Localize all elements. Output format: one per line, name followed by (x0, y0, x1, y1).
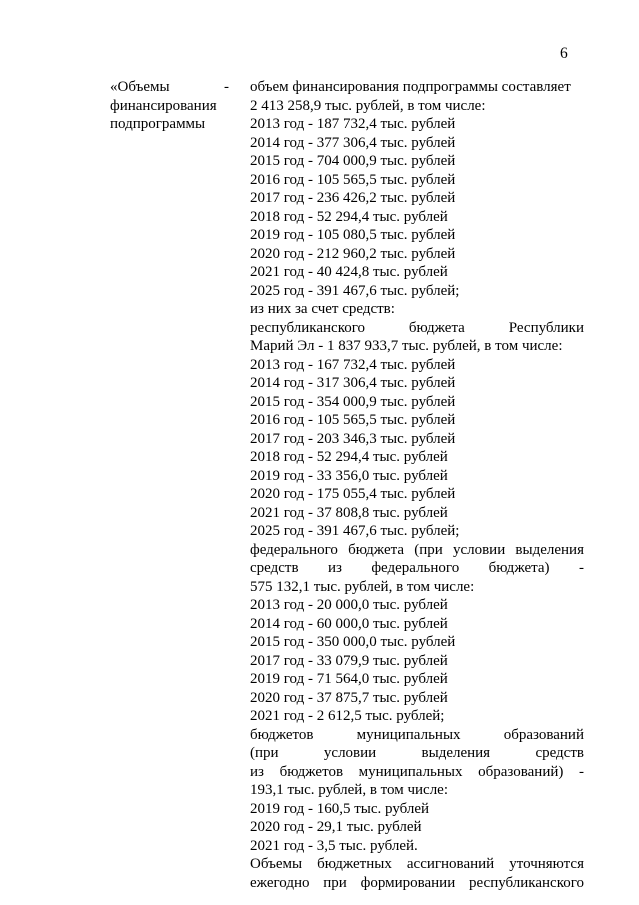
text-line: 2020 год - 212 960,2 тыс. рублей (250, 245, 456, 262)
text-word: бюджетных (317, 856, 392, 872)
text-line (250, 763, 584, 782)
text-line: 2019 год - 71 564,0 тыс. рублей (250, 671, 448, 687)
text-line (250, 726, 584, 745)
text-line: 2014 год - 60 000,0 тыс. рублей (250, 615, 448, 632)
text-word: из (250, 763, 264, 780)
text-line: из них за счет средств: (250, 301, 395, 317)
text-line: 2013 год - 20 000,0 тыс. рублей (250, 597, 448, 613)
text-line (250, 855, 584, 874)
text-line: 2025 год - 391 467,6 тыс. рублей; (250, 282, 460, 299)
text-word: из (327, 560, 342, 576)
text-word: муниципальных (358, 763, 463, 780)
text-line: 2013 год - 187 732,4 тыс. рублей (250, 116, 456, 132)
text-word: средств (535, 745, 584, 761)
section-label (110, 78, 250, 134)
text-line: 2014 год - 377 306,4 тыс. рублей (250, 134, 456, 151)
section-label-line: финансирования (110, 97, 217, 114)
text-word: образований (503, 726, 584, 743)
text-word: Республики (508, 319, 584, 336)
text-word: республиканского (469, 874, 584, 891)
text-line: 2019 год - 33 356,0 тыс. рублей (250, 467, 448, 484)
text-word: формировании (360, 874, 456, 891)
text-line: 2017 год - 33 079,9 тыс. рублей (250, 652, 448, 669)
text-line: 2015 год - 704 000,9 тыс. рублей (250, 153, 456, 169)
text-word: - (578, 763, 584, 780)
text-line: 193,1 тыс. рублей, в том числе: (250, 782, 449, 798)
text-word: федерального (250, 541, 338, 558)
text-line: 2017 год - 236 426,2 тыс. рублей (250, 190, 456, 206)
text-line: 2015 год - 350 000,0 тыс. рублей (250, 634, 456, 650)
text-line: 2021 год - 2 612,5 тыс. рублей; (250, 708, 445, 724)
text-word: ежегодно (250, 874, 310, 891)
text-line: 2021 год - 3,5 тыс. рублей. (250, 837, 418, 854)
text-word: ассигнований (406, 856, 495, 872)
text-word: при (323, 874, 347, 891)
text-line (250, 744, 584, 763)
text-word: выделения (421, 745, 491, 761)
text-line: 2021 год - 40 424,8 тыс. рублей (250, 264, 448, 280)
text-line: Марий Эл - 1 837 933,7 тыс. рублей, в том числе: (250, 338, 563, 354)
text-word: образований) (478, 763, 564, 780)
section-label-line: «Объемы (110, 79, 170, 95)
text-word: (при (414, 541, 443, 558)
text-line: 2017 год - 203 346,3 тыс. рублей (250, 430, 456, 447)
text-line: 2019 год - 160,5 тыс. рублей (250, 800, 430, 817)
text-word: бюджетов (279, 763, 344, 780)
text-word: - (578, 560, 584, 576)
text-line: 2016 год - 105 565,5 тыс. рублей (250, 171, 456, 188)
text-line: 2020 год - 29,1 тыс. рублей (250, 819, 422, 835)
label-dash: - (224, 79, 229, 95)
text-line: 2021 год - 37 808,8 тыс. рублей (250, 504, 448, 521)
text-word: республиканского (250, 319, 365, 336)
text-word: условии (323, 745, 377, 761)
text-word: (при (250, 745, 279, 761)
text-word: муниципальных (356, 726, 461, 743)
text-word: бюджетов (250, 726, 314, 743)
text-word: выделения (515, 541, 584, 558)
text-line: 2025 год - 391 467,6 тыс. рублей; (250, 523, 460, 539)
page-number: 6 (560, 45, 568, 62)
funding-description (250, 78, 584, 892)
text-line: 2016 год - 105 565,5 тыс. рублей (250, 412, 456, 428)
text-line: 2014 год - 317 306,4 тыс. рублей (250, 375, 456, 391)
text-line: 2015 год - 354 000,9 тыс. рублей (250, 393, 456, 410)
text-line: 2020 год - 37 875,7 тыс. рублей (250, 689, 448, 706)
text-word: бюджета) (488, 560, 550, 576)
section-label-line: подпрограммы (110, 116, 206, 132)
text-line: 2013 год - 167 732,4 тыс. рублей (250, 356, 456, 373)
text-word: Объемы (250, 856, 303, 872)
text-line: 2 413 258,9 тыс. рублей, в том числе: (250, 97, 486, 114)
text-line (250, 541, 584, 560)
text-line (250, 874, 584, 893)
text-word: средств (250, 560, 299, 576)
text-line: 2020 год - 175 055,4 тыс. рублей (250, 486, 456, 502)
text-word: уточняются (509, 856, 584, 872)
text-line: 2019 год - 105 080,5 тыс. рублей (250, 227, 456, 243)
text-line (250, 319, 584, 338)
text-line: объем финансирования подпрограммы составляет (250, 79, 571, 95)
text-word: условии (452, 541, 506, 558)
text-line: 575 132,1 тыс. рублей, в том числе: (250, 578, 475, 595)
text-word: бюджета (408, 319, 465, 336)
text-line (250, 559, 584, 578)
text-line: 2018 год - 52 294,4 тыс. рублей (250, 208, 448, 225)
text-line: 2018 год - 52 294,4 тыс. рублей (250, 449, 448, 465)
text-word: федерального (371, 560, 460, 576)
text-word: бюджета (348, 541, 405, 558)
